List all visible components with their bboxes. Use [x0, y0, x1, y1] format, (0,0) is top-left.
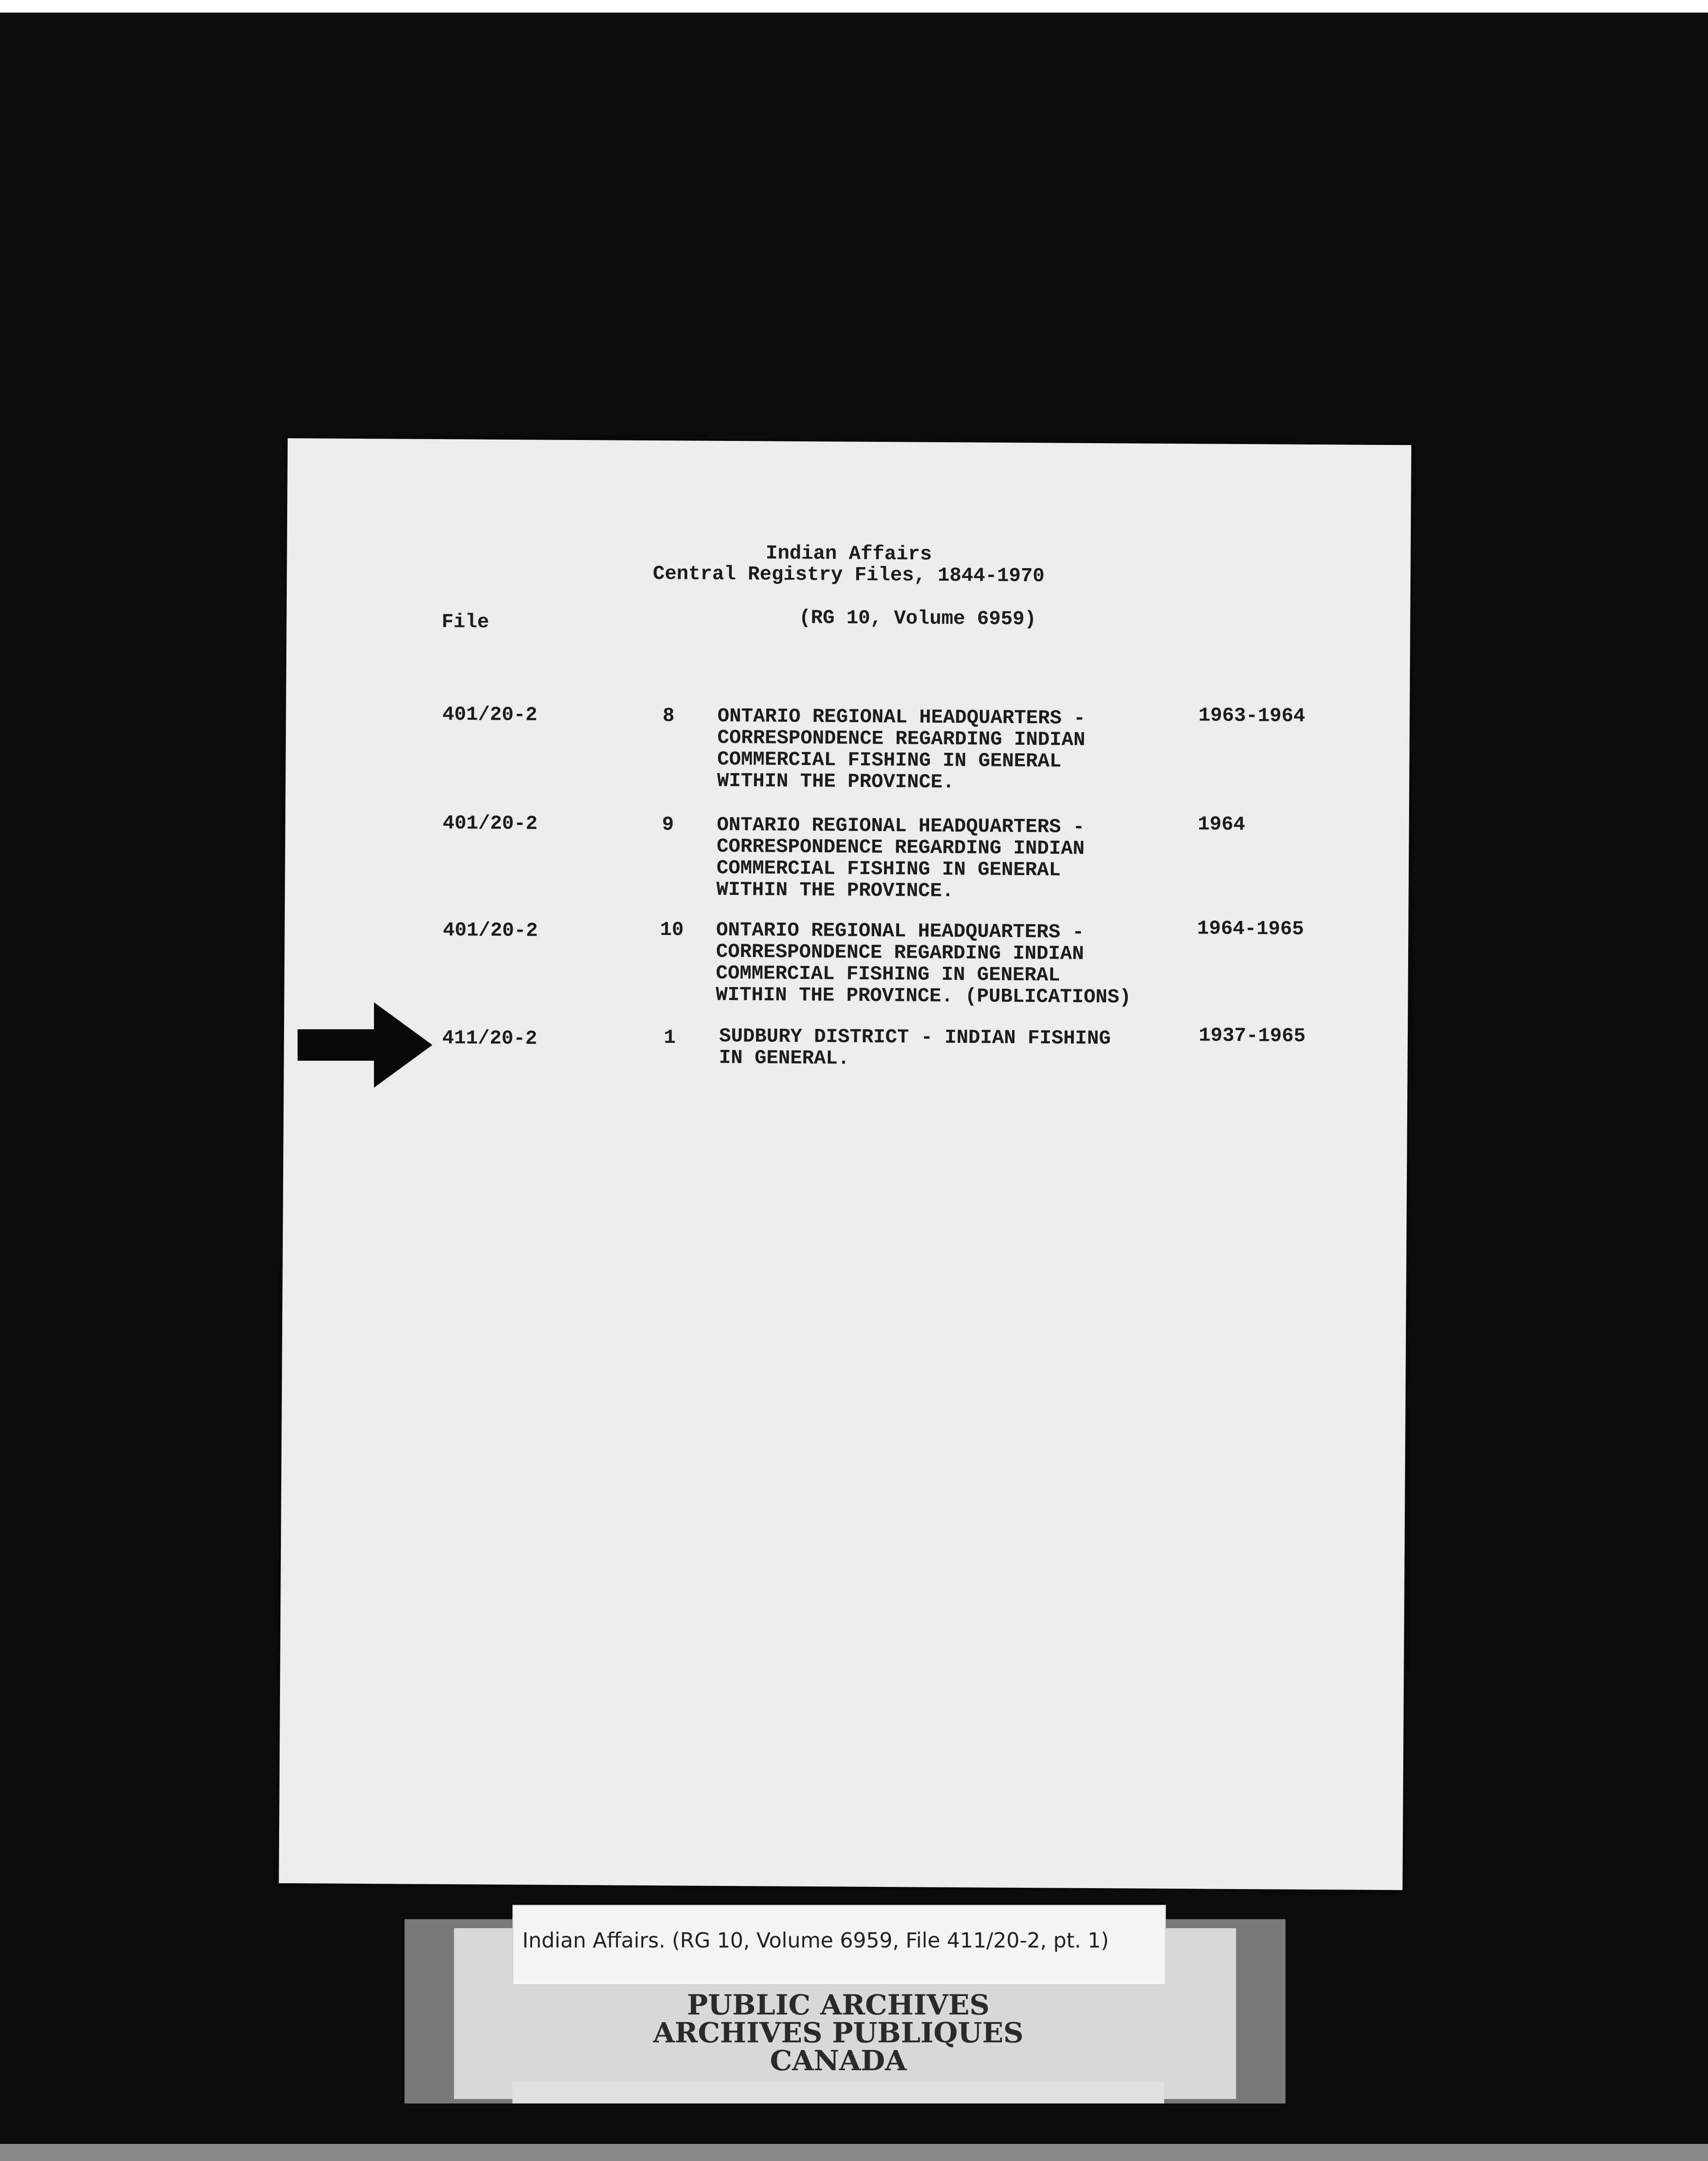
- entry-description-line: CORRESPONDENCE REGARDING INDIAN: [716, 940, 1084, 965]
- entry-description-line: IN GENERAL.: [719, 1046, 850, 1070]
- entry-description-line: WITHIN THE PROVINCE.: [717, 769, 955, 794]
- entry-description-line: SUDBURY DISTRICT - INDIAN FISHING: [719, 1025, 1111, 1050]
- date-range: 1963-1964: [1198, 704, 1306, 728]
- right-arrow-icon: [298, 1002, 432, 1088]
- stamp-line: PUBLIC ARCHIVES: [687, 1988, 990, 2021]
- date-range: 1964-1965: [1197, 917, 1304, 941]
- part-number: 1: [663, 1027, 676, 1049]
- entry-description-line: CORRESPONDENCE REGARDING INDIAN: [717, 726, 1085, 751]
- file-number: 401/20-2: [443, 919, 538, 943]
- entry-description-line: ONTARIO REGIONAL HEADQUARTERS -: [716, 814, 1085, 839]
- reference-label-card: [512, 1905, 1166, 1985]
- date-range: 1937-1965: [1198, 1024, 1306, 1048]
- volume-reference: (RG 10, Volume 6959): [799, 606, 1036, 631]
- document-page: [279, 438, 1411, 1890]
- file-column-header: File: [441, 611, 489, 634]
- file-number: 401/20-2: [442, 703, 538, 727]
- stamp-line: ARCHIVES PUBLIQUES: [653, 2016, 1024, 2049]
- entry-description-line: WITHIN THE PROVINCE. (PUBLICATIONS): [716, 983, 1131, 1009]
- entry-description-line: COMMERCIAL FISHING IN GENERAL: [717, 748, 1062, 773]
- part-number: 10: [660, 919, 684, 942]
- document-title: Indian Affairs: [765, 542, 932, 566]
- file-number: 411/20-2: [442, 1027, 538, 1050]
- entry-description-line: COMMERCIAL FISHING IN GENERAL: [716, 857, 1061, 882]
- entry-description-line: CORRESPONDENCE REGARDING INDIAN: [716, 835, 1085, 860]
- file-number: 401/20-2: [442, 812, 538, 836]
- archive-stamp: [512, 1988, 1164, 2077]
- entry-description-line: ONTARIO REGIONAL HEADQUARTERS -: [717, 705, 1085, 730]
- entry-description-line: WITHIN THE PROVINCE.: [716, 878, 954, 903]
- stamp-line: CANADA: [769, 2044, 907, 2077]
- archive-frame-bottom-tab: [512, 2081, 1164, 2103]
- reference-label-text: Indian Affairs. (RG 10, Volume 6959, File 411/20-2, pt. 1): [522, 1928, 1109, 1952]
- part-number: 8: [663, 705, 675, 728]
- entry-description-line: COMMERCIAL FISHING IN GENERAL: [716, 962, 1060, 987]
- part-number: 9: [662, 814, 674, 836]
- date-range: 1964: [1197, 813, 1245, 836]
- film-bottom-edge: [0, 2144, 1708, 2161]
- document-subtitle: Central Registry Files, 1844-1970: [653, 562, 1045, 588]
- film-top-edge: [0, 0, 1708, 13]
- entry-description-line: ONTARIO REGIONAL HEADQUARTERS -: [716, 919, 1085, 944]
